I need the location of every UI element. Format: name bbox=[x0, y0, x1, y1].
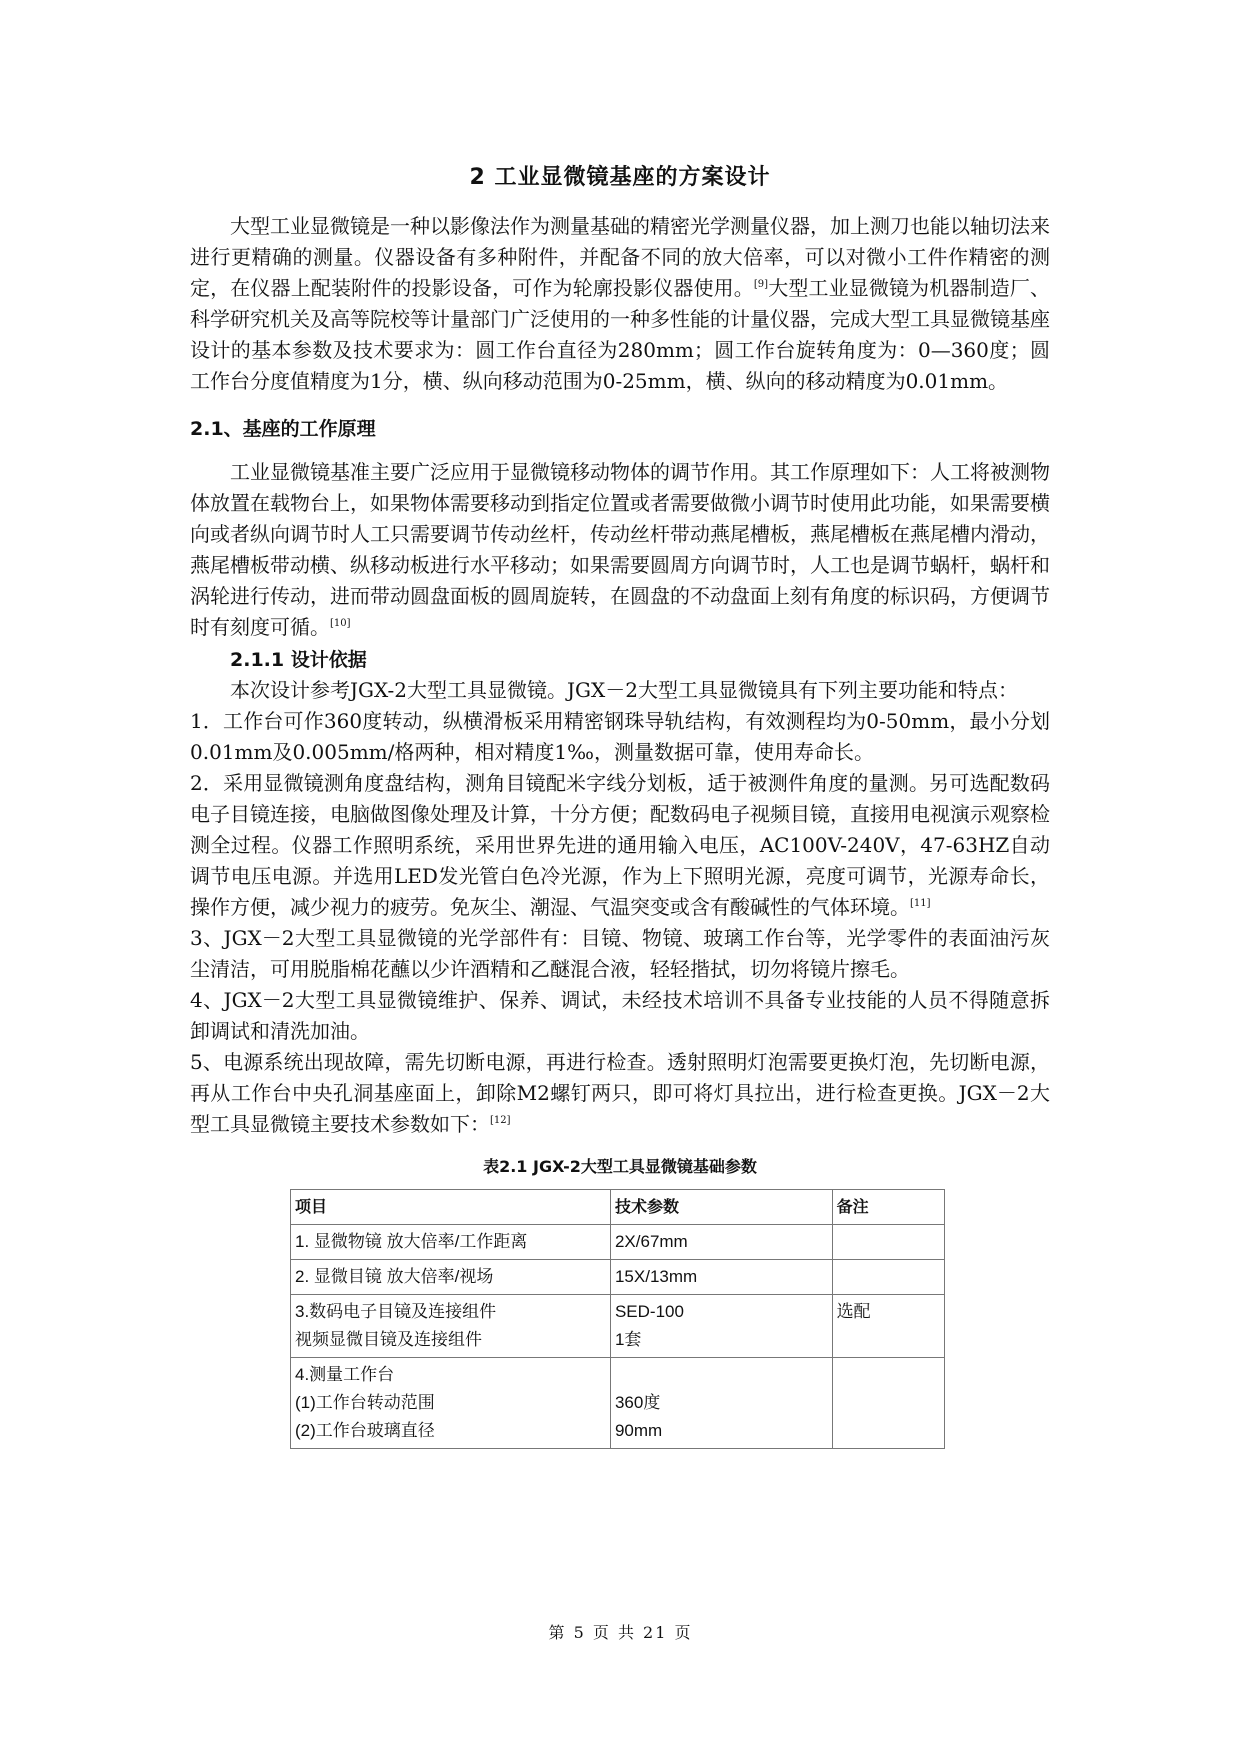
list-item bbox=[190, 985, 1050, 1047]
cell-line: 90mm bbox=[614, 1421, 663, 1440]
table-header-cell: 项目 bbox=[291, 1190, 611, 1225]
table-row bbox=[291, 1295, 945, 1358]
principle-text: 工业显微镜基准主要广泛应用于显微镜移动物体的调节作用。其工作原理如下：人工将被测物体放置在载物台上，如果物体需要移动到指定位置或者需要做微小调节时使用此功能，如果需要横向或者纵向调节时人工只需要调节传动丝杆，传动丝杆带动燕尾槽板，燕尾槽板在燕尾槽内滑动，燕尾槽板带动横、纵移动板进行水平移动；如果需要圆周方向调节时，人工也是调节蜗杆，蜗杆和涡轮进行传动，进而带动圆盘面板的圆周旋转，在圆盘的不动盘面上刻有角度的标识码，方便调节时有刻度可循。 bbox=[190, 460, 1050, 639]
cell-line: SED-100 bbox=[614, 1302, 684, 1321]
cell-line: (2)工作台玻璃直径 bbox=[295, 1421, 435, 1440]
principle-paragraph bbox=[190, 457, 1050, 643]
cell-line bbox=[837, 1228, 940, 1256]
list-item bbox=[190, 768, 1050, 923]
citation: [10] bbox=[330, 618, 351, 629]
cell-line bbox=[837, 1263, 940, 1291]
cell-line: 3.数码电子目镜及连接组件 bbox=[295, 1302, 497, 1321]
table-caption: 表2.1 JGX-2大型工具显微镜基础参数 bbox=[483, 1157, 757, 1176]
cell-line: 360度 bbox=[614, 1393, 661, 1412]
page-footer: 第 5 页 共 21 页 bbox=[548, 1623, 693, 1642]
section-heading-2-1: 2.1、基座的工作原理 bbox=[190, 418, 376, 440]
list-item bbox=[190, 1047, 1050, 1140]
table-header-cell: 备注 bbox=[832, 1190, 944, 1225]
intro-text-2: 大型工业显微镜为机器制造厂、科学研究机关及高等院校等计量部门广泛使用的一种多性能的计量仪器，完成大型工具显微镜基座设计的基本参数及技术要求为：圆工作台直径为280mm；圆工作台旋转角度为：0—360度；圆工作台分度值精度为1分，横、纵向移动范围为0-25mm，横、纵向的移动精度为0.01mm。 bbox=[190, 276, 1051, 393]
cell-line: 1. 显微物镜 放大倍率/工作距离 bbox=[295, 1232, 528, 1251]
list-item-text: 4、JGX－2大型工具显微镜维护、保养、调试，未经技术培训不具备专业技能的人员不得随意拆卸调试和清洗加油。 bbox=[190, 988, 1050, 1043]
cell-line bbox=[837, 1361, 940, 1389]
table-row bbox=[291, 1358, 945, 1449]
table-cell bbox=[291, 1225, 611, 1260]
cell-line: 2X/67mm bbox=[614, 1232, 688, 1251]
cell-line: 15X/13mm bbox=[614, 1267, 698, 1286]
list-item-text: 5、电源系统出现故障，需先切断电源，再进行检查。透射照明灯泡需要更换灯泡，先切断电源，再从工作台中央孔洞基座面上，卸除M2螺钉两只，即可将灯具拉出，进行检查更换。JGX－2大型工具显微镜主要技术参数如下： bbox=[190, 1050, 1050, 1136]
cell-line: 视频显微目镜及连接组件 bbox=[295, 1330, 482, 1349]
basis-paragraph: 本次设计参考JGX-2大型工具显微镜。JGX－2大型工具显微镜具有下列主要功能和特点： bbox=[230, 678, 1018, 702]
parameter-table bbox=[290, 1189, 945, 1449]
table-cell bbox=[291, 1358, 611, 1449]
table-cell bbox=[610, 1358, 832, 1449]
table-cell bbox=[291, 1260, 611, 1295]
document-page bbox=[190, 150, 1050, 1449]
citation: [11] bbox=[910, 898, 931, 909]
intro-paragraph bbox=[190, 211, 1050, 397]
table-cell bbox=[610, 1295, 832, 1358]
intro-text: 大型工业显微镜是一种以影像法作为测量基础的精密光学测量仪器，加上测刀也能以轴切法来进行更精确的测量。仪器设备有多种附件，并配备不同的放大倍率，可以对微小工件作精密的测定，在仪器上配装附件的投影设备，可作为轮廓投影仪器使用。 bbox=[190, 214, 1050, 300]
table-cell bbox=[832, 1260, 944, 1295]
list-item-text: 3、JGX－2大型工具显微镜的光学部件有：目镜、物镜、玻璃工作台等，光学零件的表面油污灰尘清洁，可用脱脂棉花蘸以少许酒精和乙醚混合液，轻轻揩拭，切勿将镜片擦毛。 bbox=[190, 926, 1050, 981]
section-heading-2-1-1: 2.1.1 设计依据 bbox=[230, 649, 367, 671]
table-cell bbox=[832, 1295, 944, 1358]
cell-line: 4.测量工作台 bbox=[295, 1365, 395, 1384]
cell-line: (1)工作台转动范围 bbox=[295, 1393, 435, 1412]
table-cell bbox=[610, 1225, 832, 1260]
table-header-row bbox=[291, 1190, 945, 1225]
feature-list bbox=[190, 706, 1050, 1140]
citation: [12] bbox=[490, 1115, 511, 1126]
cell-line: 选配 bbox=[836, 1302, 871, 1321]
cell-line: 2. 显微目镜 放大倍率/视场 bbox=[295, 1267, 494, 1286]
list-item-text: 2．采用显微镜测角度盘结构，测角目镜配米字线分划板，适于被测件角度的量测。另可选配数码电子目镜连接，电脑做图像处理及计算，十分方便；配数码电子视频目镜，直接用电视演示观察检测全过程。仪器工作照明系统，采用世界先进的通用输入电压，AC100V-240V，47-63HZ自动调节电压电源。并选用LED发光管白色冷光源，作为上下照明光源，亮度可调节，光源寿命长，操作方便，减少视力的疲劳。免灰尘、潮湿、气温突变或含有酸碱性的气体环境。 bbox=[190, 771, 1050, 919]
table-cell bbox=[832, 1225, 944, 1260]
list-item-text: 1．工作台可作360度转动，纵横滑板采用精密钢珠导轨结构，有效测程均为0-50mm，最小分划0.01mm及0.005mm/格两种，相对精度1‰，测量数据可靠，使用寿命长。 bbox=[190, 709, 1050, 764]
citation: [9] bbox=[753, 279, 769, 290]
list-item bbox=[190, 923, 1050, 985]
cell-line: 1套 bbox=[614, 1330, 642, 1349]
list-item bbox=[190, 706, 1050, 768]
table-cell bbox=[832, 1358, 944, 1449]
table-cell bbox=[610, 1260, 832, 1295]
table-header-cell: 技术参数 bbox=[610, 1190, 832, 1225]
page-title: 2 工业显微镜基座的方案设计 bbox=[469, 165, 771, 190]
table-row bbox=[291, 1260, 945, 1295]
table-row bbox=[291, 1225, 945, 1260]
cell-line bbox=[615, 1361, 828, 1389]
table-cell bbox=[291, 1295, 611, 1358]
